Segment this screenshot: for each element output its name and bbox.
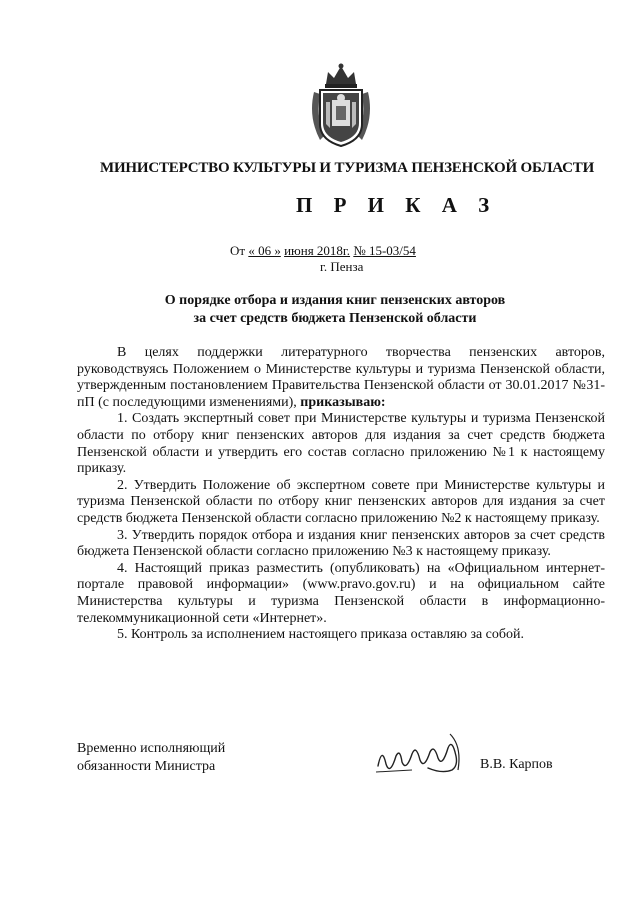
date-line <box>230 243 416 259</box>
document-title: П Р И К А З <box>296 193 498 217</box>
intro-text: В целях поддержки литературного творчества пензенских авторов, руководствуясь Положением о Министерстве культуры и туризма Пензенской области, утвержденным постановлением Правительства Пензенской области от 30.01.2017 №31-пП (с последующими изменениями), <box>77 345 605 410</box>
handwritten-signature <box>372 726 472 786</box>
city: г. Пенза <box>320 259 364 274</box>
order-item: 4. Настоящий приказ разместить (опубликовать) на «Официальном интернет-портале правовой информации» (www.pravo.gov.ru) и на официальном сайте Министерства культуры и туризма Пензенской области в информационно-телекоммуникационной сети «Интернет». <box>77 560 605 626</box>
date-month-year: июня 2018г. <box>284 243 351 258</box>
intro-paragraph <box>77 345 605 411</box>
ministry-name: МИНИСТЕРСТВО КУЛЬТУРЫ И ТУРИЗМА ПЕНЗЕНСКОЙ ОБЛАСТИ <box>100 160 595 176</box>
order-item: 1. Создать экспертный совет при Министерстве культуры и туризма Пензенской области по отбору книг пензенских авторов для издания за счет средств бюджета Пензенской области и утвердить его состав согласно приложению №1 к настоящему приказу. <box>77 411 605 477</box>
signer-position-line-2: обязанности Министра <box>77 759 216 774</box>
order-item: 2. Утвердить Положение об экспертном совете при Министерстве культуры и туризма Пензенской области по отбору книг пензенских авторов для издания за счет средств бюджета Пензенской области согласно приложению №2 к настоящему приказу. <box>77 477 605 526</box>
coat-of-arms-icon <box>306 62 376 150</box>
date-day: « 06 » <box>248 243 281 258</box>
order-item: 3. Утвердить порядок отбора и издания книг пензенских авторов за счет средств бюджета Пензенской области согласно приложению №3 к настоящему приказу. <box>77 527 605 560</box>
order-number: № 15-03/54 <box>353 243 416 258</box>
date-prefix: От <box>230 243 246 258</box>
subject-line-2: за счет средств бюджета Пензенской области <box>193 311 477 326</box>
order-body <box>77 345 605 644</box>
signer-position <box>77 740 225 776</box>
order-item: 5. Контроль за исполнением настоящего приказа оставляю за собой. <box>117 627 525 643</box>
subject-line-1: О порядке отбора и издания книг пензенских авторов <box>164 293 506 308</box>
signer-name: В.В. Карпов <box>480 757 553 772</box>
order-verb: приказываю: <box>300 394 386 410</box>
order-subject <box>90 292 580 328</box>
signer-position-line-1: Временно исполняющий <box>77 741 226 756</box>
